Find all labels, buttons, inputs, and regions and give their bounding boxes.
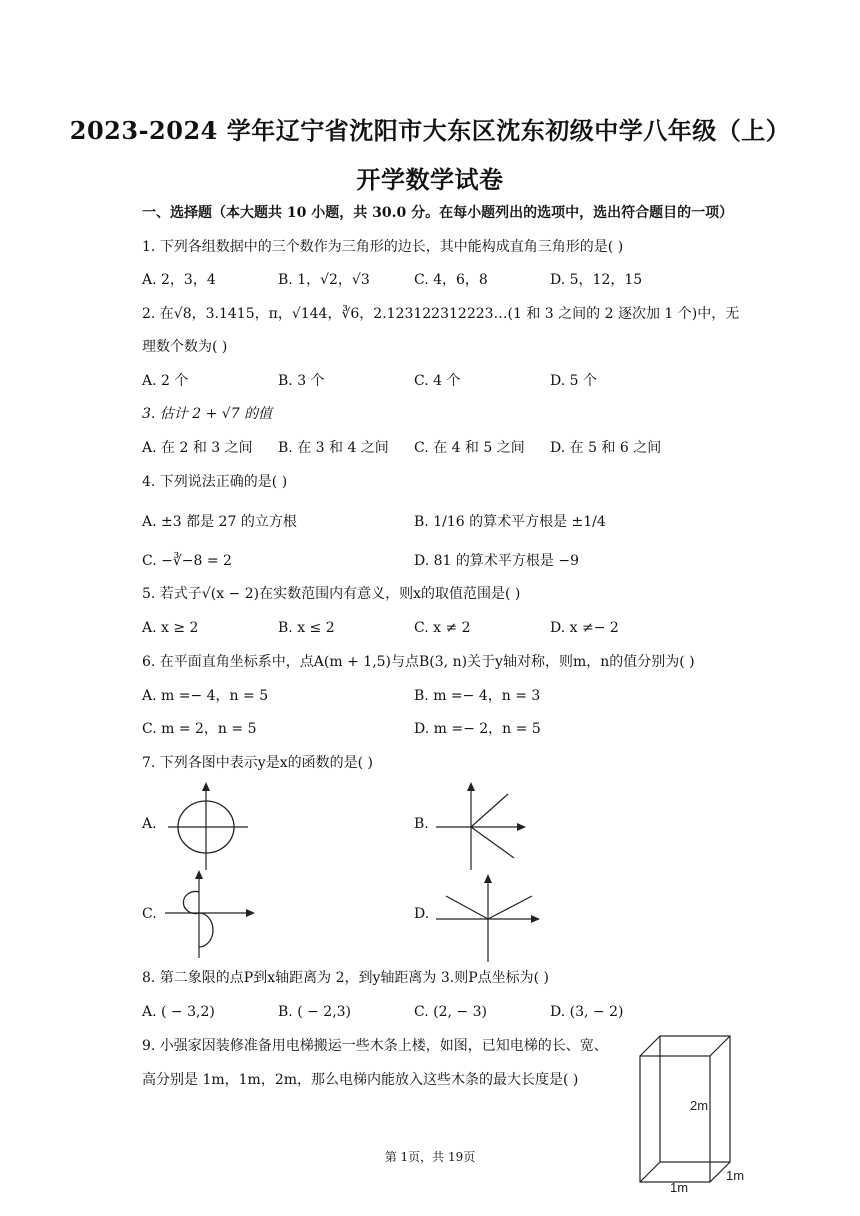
question-6-option-b: B. m =− 4，n = 3 [414, 688, 541, 704]
box-depth-label: 1m [726, 1168, 745, 1183]
question-4-stem: 4. 下列说法正确的是( ) [142, 474, 288, 490]
question-4-option-b: B. 1/16 的算术平方根是 ±1/4 [414, 514, 606, 530]
question-4-option-c: C. −∛−8 = 2 [142, 553, 232, 569]
question-8-option-b: B. ( − 2,3) [278, 1004, 352, 1020]
exam-title-line2: 开学数学试卷 [356, 165, 504, 194]
exam-title-line1: 2023-2024 学年辽宁省沈阳市大东区沈东初级中学八年级（上） [69, 116, 791, 145]
question-6-option-a: A. m =− 4，n = 5 [142, 688, 269, 704]
graph-c-s-curve-figure [165, 870, 255, 960]
question-7-label-d: D. [414, 906, 430, 922]
question-7-label-c: C. [142, 906, 157, 922]
question-2-option-a: A. 2 个 [142, 373, 189, 389]
question-2-stem-cont: 理数个数为( ) [142, 339, 228, 355]
question-7-label-a: A. [142, 816, 157, 832]
question-9-stem: 9. 小强家因装修准备用电梯搬运一些木条上楼，如图，已知电梯的长、宽、 [142, 1038, 608, 1054]
question-4-option-d: D. 81 的算术平方根是 −9 [414, 553, 579, 569]
question-8-stem: 8. 第二象限的点P到x轴距离为 2，到y轴距离为 3.则P点坐标为( ) [142, 970, 549, 986]
question-1-option-c: C. 4，6，8 [414, 272, 488, 288]
section-heading: 一、选择题（本大题共 10 小题，共 30.0 分。在每小题列出的选项中，选出符合题目的一项） [142, 205, 734, 221]
box-width-label: 1m [670, 1180, 689, 1192]
question-5-option-c: C. x ≠ 2 [414, 620, 471, 636]
question-1-option-d: D. 5，12，15 [550, 272, 643, 288]
question-1-option-a: A. 2，3，4 [142, 272, 216, 288]
elevator-box-figure [636, 1032, 766, 1192]
question-9-stem-cont: 高分别是 1m，1m，2m，那么电梯内能放入这些木条的最大长度是( ) [142, 1072, 579, 1088]
question-5-stem: 5. 若式子√(x − 2)在实数范围内有意义，则x的取值范围是( ) [142, 586, 521, 602]
question-6-option-d: D. m =− 2，n = 5 [414, 721, 541, 737]
question-5-option-d: D. x ≠− 2 [550, 620, 619, 636]
page-footer: 第 1页，共 19页 [384, 1150, 476, 1164]
question-2-stem: 2. 在√8，3.1415，π，√144，∛6，2.123122312223…(1 和 3 之间的 2 逐次加 1 个)中，无 [142, 306, 740, 322]
question-3-option-c: C. 在 4 和 5 之间 [414, 440, 525, 456]
question-8-option-a: A. ( − 3,2) [142, 1004, 215, 1020]
question-2-option-d: D. 5 个 [550, 373, 597, 389]
question-8-option-d: D. (3, − 2) [550, 1004, 624, 1020]
question-7-stem: 7. 下列各图中表示y是x的函数的是( ) [142, 755, 373, 771]
question-8-option-c: C. (2, − 3) [414, 1004, 487, 1020]
question-4-option-a: A. ±3 都是 27 的立方根 [142, 514, 297, 530]
question-2-option-b: B. 3 个 [278, 373, 325, 389]
question-3-option-a: A. 在 2 和 3 之间 [142, 440, 253, 456]
question-3-option-d: D. 在 5 和 6 之间 [550, 440, 662, 456]
question-2-option-c: C. 4 个 [414, 373, 461, 389]
question-5-option-b: B. x ≤ 2 [278, 620, 335, 636]
question-6-stem: 6. 在平面直角坐标系中，点A(m + 1,5)与点B(3, n)关于y轴对称，则m，n的值分别为( ) [142, 654, 695, 670]
question-5-option-a: A. x ≥ 2 [142, 620, 199, 636]
question-6-option-c: C. m = 2，n = 5 [142, 721, 257, 737]
question-3-stem: 3. 估计 2 + √7 的值 [142, 406, 273, 422]
question-7-label-b: B. [414, 816, 429, 832]
question-1-stem: 1. 下列各组数据中的三个数作为三角形的边长，其中能构成直角三角形的是( ) [142, 239, 624, 255]
graph-d-absolute-value-figure [436, 874, 541, 964]
question-1-option-b: B. 1，√2，√3 [278, 272, 370, 288]
graph-a-circle-figure [168, 782, 248, 872]
box-height-label: 2m [690, 1098, 709, 1113]
question-3-option-b: B. 在 3 和 4 之间 [278, 440, 389, 456]
graph-b-v-figure [436, 782, 526, 872]
